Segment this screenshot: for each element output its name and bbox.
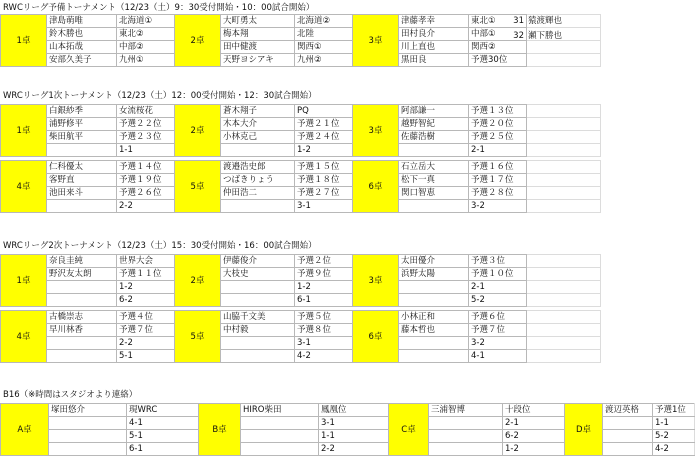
empty-cell: [527, 294, 601, 307]
empty-cell: [527, 337, 601, 350]
empty-cell: [527, 311, 601, 324]
empty-cell: [527, 131, 601, 144]
player-seed: 予選１４位: [117, 161, 175, 174]
player-name: 伊藤俊介: [221, 255, 295, 268]
section-title: B16（※時間はスタジオより連絡）: [3, 390, 138, 400]
table-row: [1, 118, 601, 131]
player-seed: 予選４位: [117, 311, 175, 324]
player-seed: 4-2: [295, 350, 353, 363]
player-seed: 2-2: [117, 200, 175, 213]
section-title: RWCリーグ予備トーナメント（12/23（土）9：30受付開始・10：00試合開始）: [3, 3, 315, 13]
player-seed: 予選２位: [295, 255, 353, 268]
player-seed: 予選８位: [295, 324, 353, 337]
table-row: [1, 404, 695, 417]
table-row: [1, 311, 601, 324]
table-label: 1卓: [1, 255, 47, 307]
player-seed: 東北①: [469, 15, 527, 28]
player-name: [47, 200, 117, 213]
player-name: 野沢友太朗: [47, 268, 117, 281]
player-seed: 2-2: [319, 443, 389, 456]
match-table-block: [0, 254, 601, 307]
player-seed: 予選30位: [469, 54, 527, 67]
player-seed: 予選３位: [469, 255, 527, 268]
reserve-name: 瀬下勝也: [528, 31, 563, 41]
player-name: 関口智恵: [399, 187, 469, 200]
player-name: 中村毅: [221, 324, 295, 337]
player-name: 木本大介: [221, 118, 295, 131]
player-name: [47, 350, 117, 363]
player-seed: 十段位: [503, 404, 565, 417]
table-row: [1, 161, 601, 174]
player-seed: 予選１６位: [469, 161, 527, 174]
table-row: [1, 174, 601, 187]
reserve-number: 31: [513, 16, 524, 26]
player-seed: 東北②: [117, 28, 175, 41]
player-name: [241, 443, 319, 456]
player-name: 藤本哲也: [399, 324, 469, 337]
player-name: [399, 294, 469, 307]
player-seed: 2-2: [117, 337, 175, 350]
player-seed: 予選２８位: [469, 187, 527, 200]
table-label: 2卓: [175, 15, 221, 67]
player-name: 浜野太陽: [399, 268, 469, 281]
player-seed: 中部②: [117, 41, 175, 54]
player-seed: 予選１３位: [469, 105, 527, 118]
player-seed: 北海道②: [295, 15, 353, 28]
table-label: A卓: [1, 404, 49, 456]
table-label: D卓: [565, 404, 603, 456]
player-seed: 予選９位: [295, 268, 353, 281]
player-seed: 2-1: [503, 417, 565, 430]
player-name: 松下一真: [399, 174, 469, 187]
player-seed: 予選２３位: [117, 131, 175, 144]
player-seed: 予選５位: [295, 311, 353, 324]
player-name: 塚田悠介: [49, 404, 127, 417]
table-row: [1, 187, 601, 200]
table-row: [1, 350, 601, 363]
player-seed: 予選１７位: [469, 174, 527, 187]
empty-cell: [527, 144, 601, 157]
player-seed: 九州②: [295, 54, 353, 67]
player-name: 津島萌唯: [47, 15, 117, 28]
player-name: 仁科優太: [47, 161, 117, 174]
player-name: 田村良介: [399, 28, 469, 41]
player-seed: 予選1位: [653, 404, 695, 417]
player-seed: 予選７位: [117, 324, 175, 337]
player-name: 早川林香: [47, 324, 117, 337]
player-name: [47, 144, 117, 157]
player-name: 安部久美子: [47, 54, 117, 67]
player-seed: 予選２７位: [295, 187, 353, 200]
empty-cell: [527, 54, 601, 67]
match-table-block: [0, 403, 695, 456]
player-seed: 4-1: [469, 350, 527, 363]
player-name: [603, 443, 653, 456]
player-name: [241, 417, 319, 430]
table-row: [1, 324, 601, 337]
player-name: 佐藤浩樹: [399, 131, 469, 144]
player-name: 三浦智博: [429, 404, 503, 417]
player-seed: 予選２６位: [117, 187, 175, 200]
player-name: [399, 350, 469, 363]
player-name: [241, 430, 319, 443]
empty-cell: [527, 255, 601, 268]
player-name: [221, 144, 295, 157]
player-seed: 北海道①: [117, 15, 175, 28]
player-seed: 鳳凰位: [319, 404, 389, 417]
player-name: 客野直: [47, 174, 117, 187]
player-seed: 予選２４位: [295, 131, 353, 144]
section-title: WRCリーグ2次トーナメント（12/23（土）15：30受付開始・16：00試合開始）: [3, 241, 317, 251]
player-name: [47, 281, 117, 294]
player-name: 渡邉浩史郎: [221, 161, 295, 174]
player-seed: 3-1: [295, 200, 353, 213]
player-seed: 1-1: [653, 417, 695, 430]
player-name: [429, 417, 503, 430]
player-name: つばきりょう: [221, 174, 295, 187]
table-row: [1, 337, 601, 350]
player-name: 阿部謙一: [399, 105, 469, 118]
table-label: 2卓: [175, 255, 221, 307]
player-name: 川上直也: [399, 41, 469, 54]
player-name: [221, 200, 295, 213]
empty-cell: [527, 324, 601, 337]
reserve-item: [510, 14, 600, 29]
player-seed: 1-2: [295, 144, 353, 157]
player-seed: 3-2: [469, 337, 527, 350]
match-table-block: [0, 160, 601, 213]
player-seed: 現WRC: [127, 404, 199, 417]
player-seed: 1-2: [117, 281, 175, 294]
player-seed: 世界大会: [117, 255, 175, 268]
table-row: [1, 281, 601, 294]
player-name: 山本拓哉: [47, 41, 117, 54]
table-label: 1卓: [1, 15, 47, 67]
player-seed: 北陸: [295, 28, 353, 41]
player-seed: 3-2: [469, 200, 527, 213]
empty-cell: [527, 118, 601, 131]
table-label: 3卓: [353, 15, 399, 67]
player-seed: 2-1: [469, 281, 527, 294]
player-seed: 予選１９位: [117, 174, 175, 187]
player-name: [221, 294, 295, 307]
player-name: [399, 200, 469, 213]
match-table-block: [0, 310, 601, 363]
table-label: 2卓: [175, 105, 221, 157]
reserve-list: [510, 14, 600, 44]
player-seed: 予選１１位: [117, 268, 175, 281]
player-name: 梅本翔: [221, 28, 295, 41]
player-seed: 1-2: [295, 281, 353, 294]
section-title: WRCリーグ1次トーナメント（12/23（土）12：00受付開始・12：30試合開始）: [3, 91, 317, 101]
player-name: 鈴木勝也: [47, 28, 117, 41]
table-label: B卓: [199, 404, 241, 456]
player-name: [221, 281, 295, 294]
empty-cell: [527, 174, 601, 187]
empty-cell: [527, 281, 601, 294]
player-seed: 予選１５位: [295, 161, 353, 174]
player-name: 田中健渡: [221, 41, 295, 54]
reserve-name: 猿渡輝也: [528, 16, 563, 26]
player-name: [399, 144, 469, 157]
player-name: HIRO柴田: [241, 404, 319, 417]
player-seed: 予選２２位: [117, 118, 175, 131]
table-label: 5卓: [175, 311, 221, 363]
table-label: 4卓: [1, 311, 47, 363]
player-seed: 2-1: [469, 144, 527, 157]
player-seed: 予選１８位: [295, 174, 353, 187]
table-row: [1, 54, 601, 67]
player-name: 黒田良: [399, 54, 469, 67]
player-seed: 予選２１位: [295, 118, 353, 131]
table-row: [1, 131, 601, 144]
player-seed: 中部①: [469, 28, 527, 41]
player-seed: 1-1: [319, 430, 389, 443]
table-label: 5卓: [175, 161, 221, 213]
player-name: [49, 430, 127, 443]
player-seed: 3-1: [295, 337, 353, 350]
table-row: [1, 255, 601, 268]
player-seed: 関西②: [469, 41, 527, 54]
player-name: [399, 281, 469, 294]
player-name: 小林正和: [399, 311, 469, 324]
player-seed: 5-2: [653, 430, 695, 443]
table-label: 6卓: [353, 161, 399, 213]
reserve-item: [510, 29, 600, 44]
player-name: 石立岳大: [399, 161, 469, 174]
empty-cell: [527, 268, 601, 281]
player-name: [49, 417, 127, 430]
player-name: [603, 417, 653, 430]
table-row: [1, 200, 601, 213]
table-row: [1, 268, 601, 281]
table-label: C卓: [389, 404, 429, 456]
empty-cell: [527, 200, 601, 213]
table-label: 1卓: [1, 105, 47, 157]
empty-cell: [527, 161, 601, 174]
player-seed: 4-2: [653, 443, 695, 456]
player-seed: 5-2: [469, 294, 527, 307]
player-seed: 予選２５位: [469, 131, 527, 144]
player-name: 奈良圭純: [47, 255, 117, 268]
match-table-block: [0, 104, 601, 157]
player-name: 柴田航平: [47, 131, 117, 144]
player-name: 蒼木翔子: [221, 105, 295, 118]
player-name: 津藤孝幸: [399, 15, 469, 28]
player-seed: 6-1: [295, 294, 353, 307]
player-seed: 3-1: [319, 417, 389, 430]
empty-cell: [527, 350, 601, 363]
player-name: 天野ヨシアキ: [221, 54, 295, 67]
player-name: [429, 430, 503, 443]
player-name: 仲田浩二: [221, 187, 295, 200]
player-name: 渡辺英格: [603, 404, 653, 417]
table-label: 3卓: [353, 105, 399, 157]
player-name: 大枝史: [221, 268, 295, 281]
table-label: 4卓: [1, 161, 47, 213]
player-name: [49, 443, 127, 456]
player-name: 古橋崇志: [47, 311, 117, 324]
player-seed: 5-1: [117, 350, 175, 363]
player-name: [603, 430, 653, 443]
player-seed: 6-2: [117, 294, 175, 307]
table-label: 3卓: [353, 255, 399, 307]
player-seed: 6-2: [503, 430, 565, 443]
player-name: [399, 337, 469, 350]
player-name: [221, 337, 295, 350]
player-seed: 5-1: [127, 430, 199, 443]
player-seed: 1-2: [503, 443, 565, 456]
empty-cell: [527, 105, 601, 118]
table-row: [1, 144, 601, 157]
player-name: [47, 294, 117, 307]
player-seed: 1-1: [117, 144, 175, 157]
table-label: 6卓: [353, 311, 399, 363]
player-seed: 九州①: [117, 54, 175, 67]
player-name: [221, 350, 295, 363]
player-name: 浦野修平: [47, 118, 117, 131]
player-seed: 予選７位: [469, 324, 527, 337]
player-seed: 女流桜花: [117, 105, 175, 118]
empty-cell: [527, 187, 601, 200]
player-seed: 4-1: [127, 417, 199, 430]
player-name: [429, 443, 503, 456]
player-seed: 6-1: [127, 443, 199, 456]
player-seed: 予選１０位: [469, 268, 527, 281]
player-name: 池田来斗: [47, 187, 117, 200]
reserve-number: 32: [513, 31, 524, 41]
player-seed: PQ: [295, 105, 353, 118]
player-name: 越野智紀: [399, 118, 469, 131]
player-name: 小林克己: [221, 131, 295, 144]
player-name: 大町勇太: [221, 15, 295, 28]
player-name: 山脇千文美: [221, 311, 295, 324]
table-row: [1, 105, 601, 118]
player-seed: 予選２０位: [469, 118, 527, 131]
player-name: 白銀紗季: [47, 105, 117, 118]
player-name: [47, 337, 117, 350]
player-seed: 関西①: [295, 41, 353, 54]
player-name: 太田優介: [399, 255, 469, 268]
table-row: [1, 294, 601, 307]
player-seed: 予選６位: [469, 311, 527, 324]
